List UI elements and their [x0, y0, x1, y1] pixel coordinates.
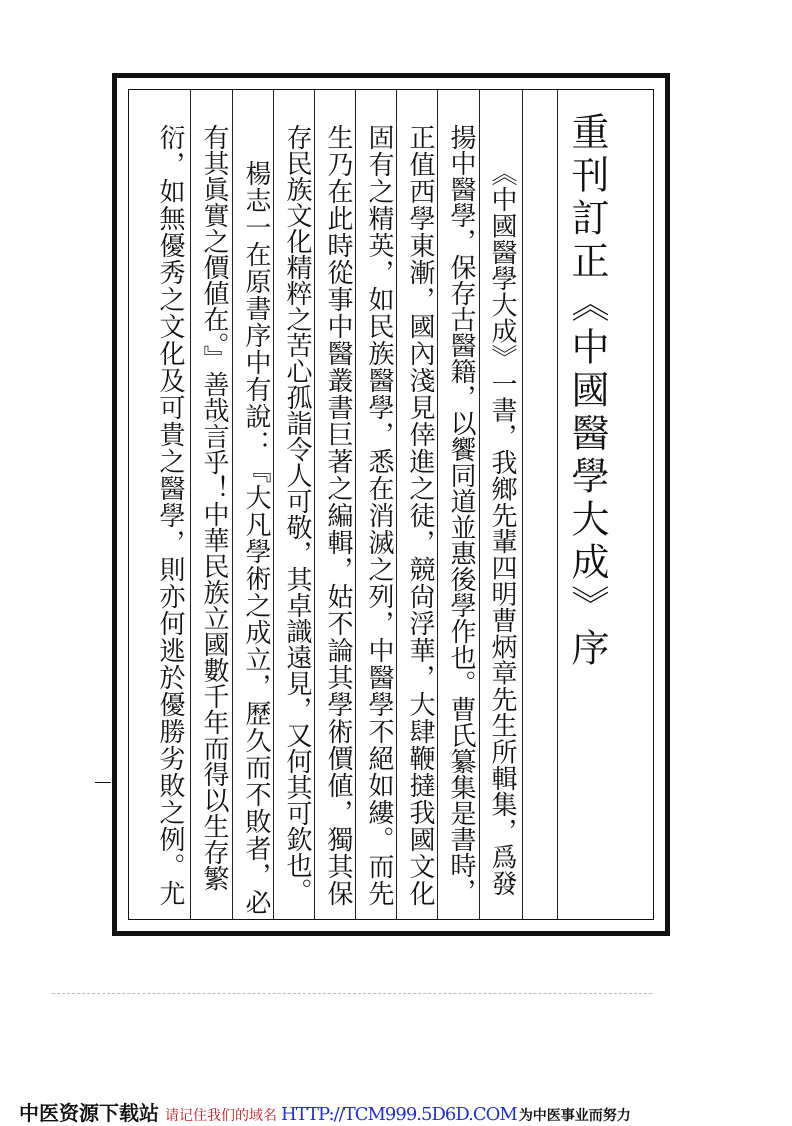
preface-title: 重刊訂正《中國醫學大成》序 [565, 112, 609, 671]
column-rule [273, 89, 274, 920]
footer-slogan: 为中医事业而努力 [518, 1108, 631, 1124]
text-column-1: 《中國醫學大成》一書，我鄉先輩四明曹炳章先生所輯集，爲發 [487, 160, 517, 897]
text-column-7: 楊志一在原書序中有說：『大凡學術之成立，歷久而不敗者，必 [241, 160, 271, 916]
page-number-mark [95, 782, 111, 783]
column-rule [437, 89, 438, 920]
scan-noise-line [52, 993, 652, 994]
footer-url-link[interactable]: HTTP://TCM999.5D6D.COM [281, 1104, 517, 1125]
text-column-5: 生乃在此時從事中醫叢書巨著之編輯，姑不論其學術價値，獨其保 [323, 124, 353, 907]
footer-banner [19, 1097, 779, 1123]
text-column-2: 揚中醫學，保存古醫籍，以饗同道並惠後學作也。曹氏纂集是書時， [446, 124, 476, 904]
text-column-8: 有其眞實之價値在。』善哉言乎！中華民族立國數千年而得以生存繁 [199, 124, 229, 891]
column-rule [557, 89, 558, 920]
footer-site-name: 中医资源下载站 [19, 1101, 159, 1125]
text-column-9: 衍，如無優秀之文化及可貴之醫學，則亦何逃於優勝劣敗之例。尤 [155, 124, 185, 907]
column-rule [396, 89, 397, 920]
column-rule [522, 89, 523, 920]
text-column-6: 存民族文化精粹之苦心孤詣令人可敬，其卓識遠見，又何其可欽也。 [282, 124, 312, 904]
column-rule [479, 89, 480, 920]
column-rule [232, 89, 233, 920]
column-rule [314, 89, 315, 920]
column-rule [190, 89, 191, 920]
text-column-3: 正值西學東漸，國內淺見倖進之徒，競尙浮華，大肆鞭撻我國文化 [405, 124, 435, 907]
column-rule [355, 89, 356, 920]
footer-remember-text: 请记住我们的域名 [165, 1108, 277, 1124]
text-column-4: 固有之精英，如民族醫學，悉在消滅之列，中醫學不絕如縷。而先 [364, 124, 394, 907]
